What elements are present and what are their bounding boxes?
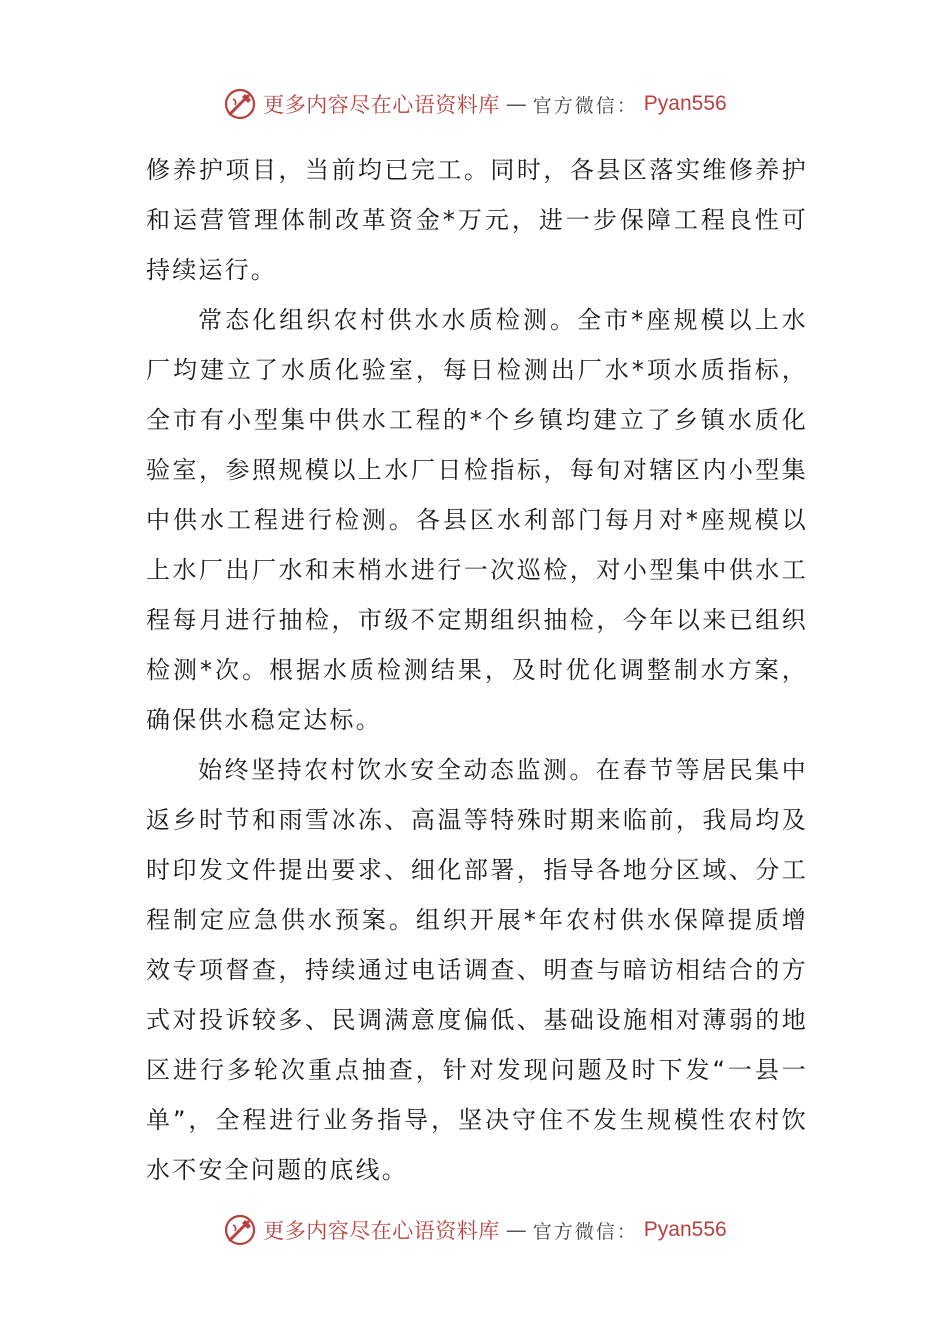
pen-logo-icon (223, 1213, 257, 1247)
paragraph-continued: 修养护项目，当前均已完工。同时，各县区落实维修养护和运营管理体制改革资金*万元，进一步保障工程良性可持续运行。 (146, 156, 808, 284)
pen-logo-icon (223, 87, 257, 121)
official-wechat-label: 官方微信： (532, 94, 638, 117)
header-banner (0, 84, 950, 124)
banner-dash: — (505, 1218, 527, 1242)
paragraph-safety-monitoring: 始终坚持农村饮水安全动态监测。在春节等居民集中返乡时节和雨雪冰冻、高温等特殊时期来临前，我局均及时印发文件提出要求、细化部署，指导各地分区域、分工程制定应急供水预案。组织开展*年农村供水保障提质增效专项督查，持续通过电话调查、明查与暗访相结合的方式对投诉较多、民调满意度偏低、基础设施相对薄弱的地区进行多轮次重点抽查，针对发现问题及时下发“一县一单”，全程进行业务指导，坚决守住不发生规模性农村饮水不安全问题的底线。 (146, 756, 808, 1184)
brand-text: 更多内容尽在心语资料库 (263, 93, 500, 117)
paragraph-water-quality-testing: 常态化组织农村供水水质检测。全市*座规模以上水厂均建立了水质化验室，每日检测出厂水*项水质指标，全市有小型集中供水工程的*个乡镇均建立了乡镇水质化验室，参照规模以上水厂日检指标，每旬对辖区内小型集中供水工程进行检测。各县区水利部门每月对*座规模以上水厂出厂水和末梢水进行一次巡检，对小型集中供水工程每月进行抽检，市级不定期组织抽检，今年以来已组织检测*次。根据水质检测结果，及时优化调整制水方案，确保供水稳定达标。 (146, 306, 808, 734)
wechat-id: Pyan556 (643, 1218, 727, 1241)
wechat-id: Pyan556 (643, 92, 727, 115)
official-wechat-label: 官方微信： (532, 1220, 638, 1243)
banner-dash: — (505, 92, 527, 116)
brand-text: 更多内容尽在心语资料库 (263, 1219, 500, 1243)
footer-banner (0, 1210, 950, 1250)
document-body (146, 145, 808, 1195)
